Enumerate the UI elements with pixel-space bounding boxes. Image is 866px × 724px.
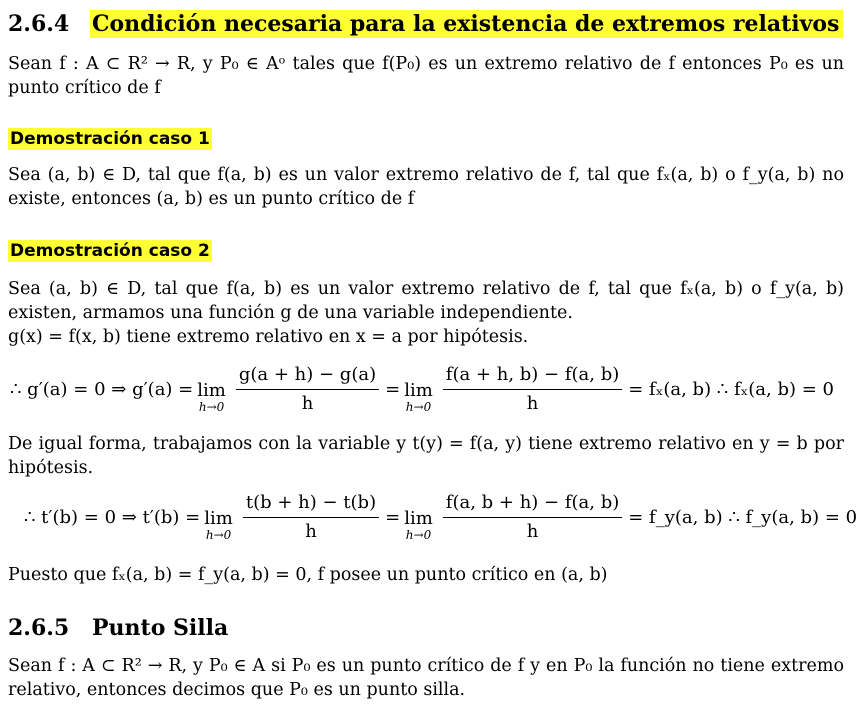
case1-heading: Demostración caso 1 [10, 129, 210, 149]
section-264-statement: Sean f : A ⊂ R² → R, y P₀ ∈ Aᵒ tales que f(P₀) es un extremo relativo de f entonces P₀ es un punto crítico de f [8, 54, 844, 98]
case2-text3: De igual forma, trabajamos con la variable y t(y) = f(a, y) tiene extremo relativo en y = b por hipótesis. [8, 434, 844, 478]
eq1-tail: = fₓ(a, b) ∴ fₓ(a, b) = 0 [628, 379, 834, 400]
eq2-frac1-denominator: h [305, 521, 317, 542]
eq1-lim-sub: h→0 [198, 399, 225, 414]
case2-heading: Demostración caso 2 [10, 241, 210, 261]
section-title-264: Condición necesaria para la existencia de extremos relativos [90, 10, 843, 38]
eq2-lim2-sub: h→0 [405, 527, 432, 542]
section-number-265: 2.6.5 [8, 615, 70, 641]
eq1-fraction-1 [236, 364, 379, 415]
equation-g-derivative [10, 364, 834, 415]
eq1-lead: ∴ g′(a) = 0 ⇒ g′(a) = [10, 379, 194, 400]
eq1-fraction-2 [443, 364, 622, 415]
eq2-frac2-numerator: f(a, b + h) − f(a, b) [443, 492, 622, 518]
eq2-lim-sub: h→0 [205, 527, 232, 542]
eq2-limit [204, 507, 233, 542]
eq1-lim2-sub: h→0 [405, 399, 432, 414]
eq2-lim-word: lim [204, 507, 233, 529]
eq1-frac1-denominator: h [301, 393, 314, 414]
eq1-frac2-numerator: f(a + h, b) − f(a, b) [443, 364, 622, 390]
section-265-definition: Sean f : A ⊂ R² → R, y P₀ ∈ A si P₀ es un punto crítico de f y en P₀ la función no tiene extremo relativo, entonces decimos que P₀ es un punto silla. [8, 656, 844, 700]
eq1-limit [197, 379, 226, 414]
case1-text: Sea (a, b) ∈ D, tal que f(a, b) es un valor extremo relativo de f, tal que fₓ(a, b) o f_y(a, b) no existe, entonces (a, b) es un punto crítico de f [8, 165, 844, 209]
eq2-limit-2 [404, 507, 433, 542]
eq2-frac2-denominator: h [526, 521, 539, 542]
section-number-264: 2.6.4 [8, 11, 70, 37]
eq2-fraction-1 [243, 492, 379, 543]
eq1-limit-2 [404, 379, 433, 414]
eq1-frac1-numerator: g(a + h) − g(a) [236, 364, 379, 390]
eq2-frac1-numerator: t(b + h) − t(b) [243, 492, 379, 518]
eq2-fraction-2 [443, 492, 622, 543]
eq1-lim-word: lim [197, 379, 226, 401]
eq1-lim2-word: lim [404, 379, 433, 401]
eq1-frac2-denominator: h [526, 393, 539, 414]
eq2-equals: = [385, 507, 401, 528]
eq2-lim2-word: lim [404, 507, 433, 529]
section-title-265: Punto Silla [92, 615, 229, 641]
case2-conclusion: Puesto que fₓ(a, b) = f_y(a, b) = 0, f posee un punto crítico en (a, b) [8, 565, 608, 585]
eq1-equals: = [385, 379, 401, 400]
case2-text1: Sea (a, b) ∈ D, tal que f(a, b) es un valor extremo relativo de f, tal que fₓ(a, b) o f_y(a, b) existen, armamos una función g de una variable independiente. [8, 279, 844, 323]
eq2-lead: ∴ t′(b) = 0 ⇒ t′(b) = [24, 507, 201, 528]
eq2-tail: = f_y(a, b) ∴ f_y(a, b) = 0 [628, 507, 858, 528]
case2-text2: g(x) = f(x, b) tiene extremo relativo en x = a por hipótesis. [8, 327, 529, 347]
equation-t-derivative [24, 492, 857, 543]
